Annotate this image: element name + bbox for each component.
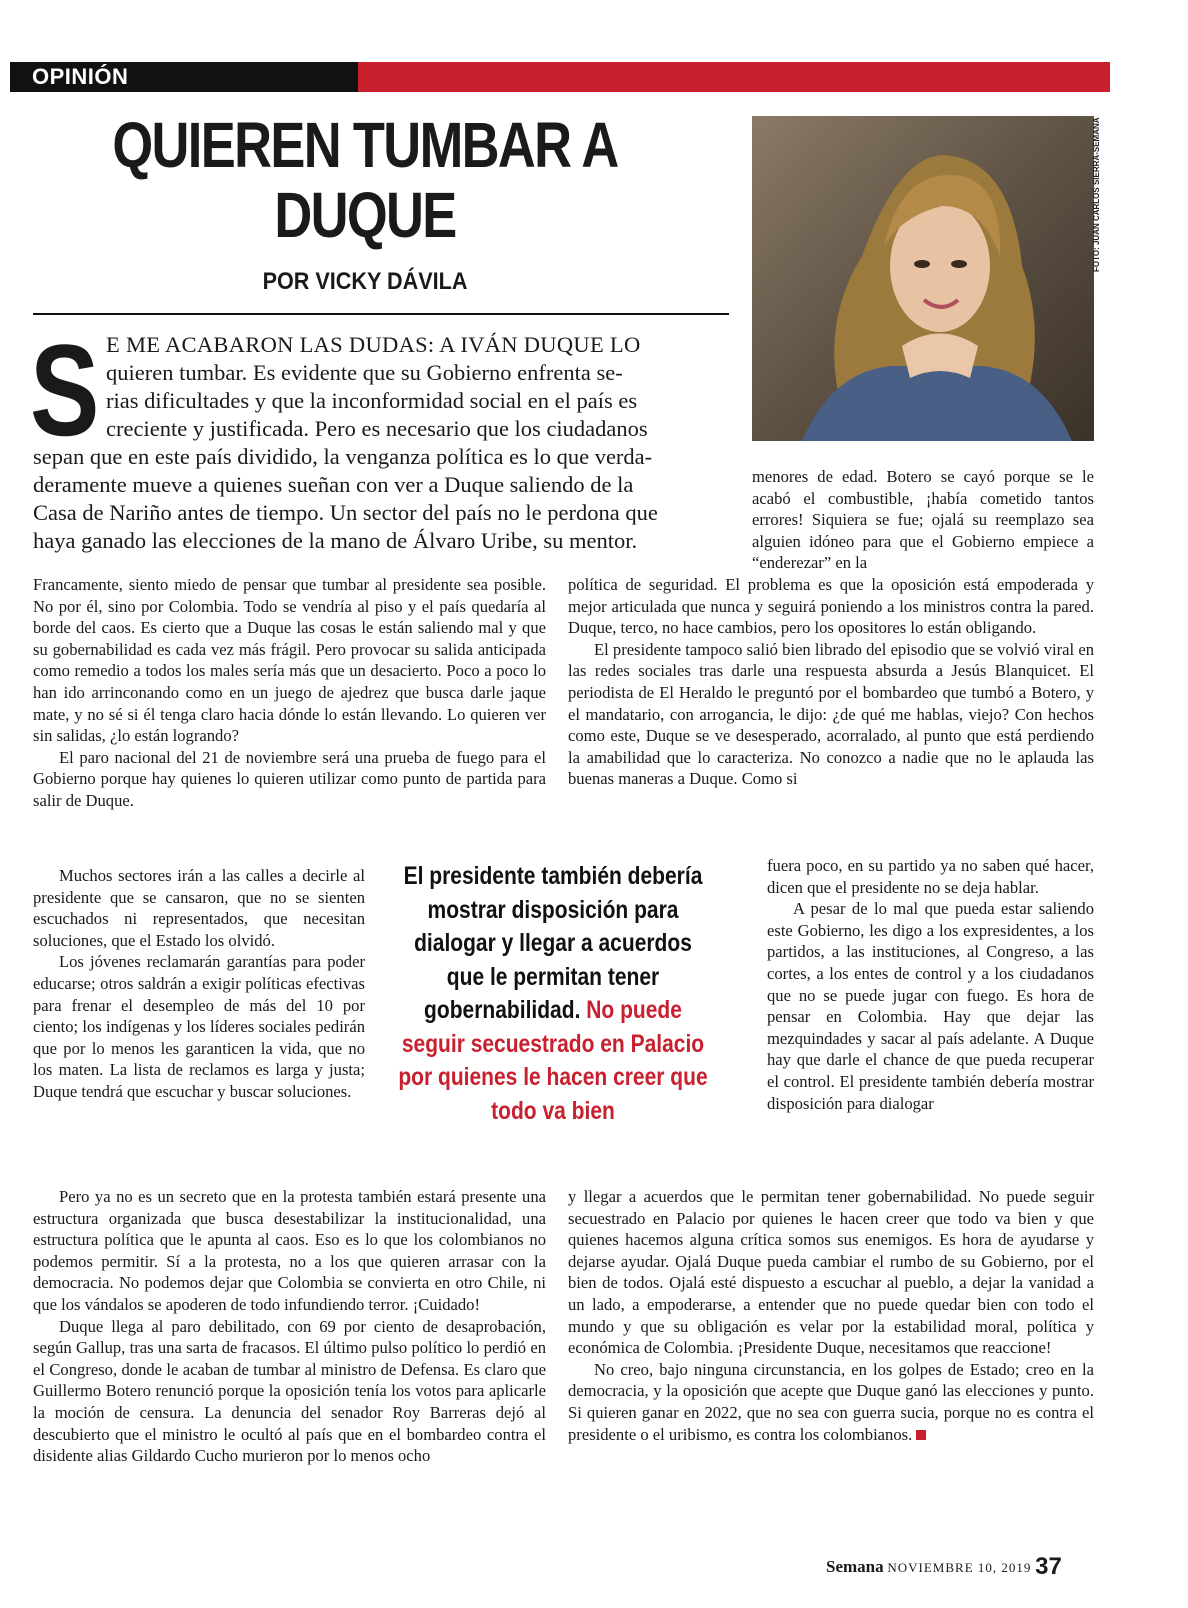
author-photo	[752, 116, 1094, 441]
paragraph: Duque llega al paro debilitado, con 69 por ciento de desaprobación, según Gallup, tras una sarta de fracasos. El último pulso político lo perdió en el Congreso, donde le acaban de tumbar al ministro de Defensa. Es claro que Guillermo Botero renunció porque la oposición tenía los votos para aplicarle la moción de censura. La denuncia del senador Roy Barreras dejó al descubierto que el ministro le ocultó al país que en el bombardeo contra el disidente alias Gildardo Cucho murieron por lo menos ocho	[33, 1316, 546, 1466]
paragraph: y llegar a acuerdos que le permitan tener gobernabilidad. No puede seguir secuestrado en Palacio por quienes le hacen creer que todo va bien y que quienes hacemos alguna crítica somos sus enemigos. Es hora de ayudarse y dejarse ayudar. Ojalá Duque pueda cambiar el rumbo de su Gobierno, por el bien de todos. Ojalá esté dispuesto a escuchar al pueblo, a dejar la vanidad a un lado, a empoderarse, a entender que no puede quedar bien con todo el mundo y que su obligación es velar por la estabilidad moral, política y económica de Colombia. ¡Presidente Duque, necesitamos que reaccione!	[568, 1187, 1094, 1358]
paragraph: El paro nacional del 21 de noviembre será una prueba de fuego para el Gobierno porque hay quienes lo quieren utilizar como punto de partida para salir de Duque.	[33, 747, 546, 810]
column-1-bottom	[33, 1186, 546, 1467]
lead-line: haya ganado las elecciones de la mano de Álvaro Uribe, su mentor.	[33, 528, 638, 553]
lead-line: creciente y justificada. Pero es necesario que los ciudadanos	[106, 416, 648, 441]
pull-quote	[398, 860, 709, 1128]
column-2-top-narrow	[752, 466, 1094, 574]
paragraph: política de seguridad. El problema es que la oposición está empoderada y mejor articulada que nunca y seguirá poniendo a los ministros contra la pared. Duque, terco, no hace cambios, pero los opositores lo están obligando.	[568, 575, 1094, 638]
column-2-top-wide	[568, 574, 1094, 790]
section-label: OPINIÓN	[10, 62, 358, 92]
paragraph: menores de edad. Botero se cayó porque se le acabó el combustible, ¡había cometido tantos errores! Siquiera se fue; ojalá su reemplazo sea alguien idóneo para que el Gobierno empiece a “enderezar” en la	[752, 467, 1094, 573]
paragraph: fuera poco, en su partido ya no saben qué hacer, dicen que el presidente no se deja hablar.	[767, 856, 1094, 897]
pull-quote-black: El presidente también debería mostrar disposición para dialogar y llegar a acuerdos que le permitan tener gobernabilidad.	[403, 862, 703, 1024]
column-1-narrow	[33, 865, 365, 1103]
drop-cap: S	[30, 317, 100, 463]
lead-line: E ME ACABARON LAS DUDAS: A IVÁN DUQUE LO	[106, 332, 641, 357]
page-footer	[826, 1553, 1116, 1581]
paragraph: Los jóvenes reclamarán garantías para poder educarse; otros saldrán a exigir políticas efectivas para frenar el desempleo de más del 10 por ciento; los indígenas y los líderes sociales pedirán que por lo menos les garanticen la vida, que no los maten. La lista de reclamos es larga y justa; Duque tendrá que escuchar y buscar soluciones.	[33, 952, 365, 1101]
article-headline: QUIEREN TUMBAR A DUQUE	[112, 109, 618, 251]
column-2-narrow	[767, 855, 1094, 1114]
page-number: 37	[1035, 1553, 1062, 1580]
paragraph: A pesar de lo mal que pueda estar saliendo este Gobierno, les digo a los expresidentes, a los partidos, a las instituciones, al Congreso, a las cortes, a los entes de control y a los ciudadanos que no se puede jugar con fuego. Es hora de pensar en Colombia. Hay que dejar las mezquindades y sacar al país adelante. A Duque hay que darle el chance de que pueda recuperar el control. El presidente también debería mostrar disposición para dialogar	[767, 899, 1094, 1113]
closing-text: No creo, bajo ninguna circunstancia, en los golpes de Estado; creo en la democracia, y la oposición que acepte que Duque ganó las elecciones y punto. Si quieren ganar en 2022, que no sea con guerra sucia, porque no es contra el presidente o el uribismo, es contra los colombianos.	[568, 1359, 1094, 1444]
lead-line: quieren tumbar. Es evidente que su Gobierno enfrenta se-	[106, 360, 623, 385]
lead-line: Casa de Nariño antes de tiempo. Un sector del país no le perdona que	[33, 500, 658, 525]
lead-line: sepan que en este país dividido, la venganza política es lo que verda-	[33, 444, 653, 469]
pull-quote-red: No puede seguir secuestrado en Palacio por quienes le hacen creer que todo va bien	[398, 996, 708, 1125]
paragraph: Muchos sectores irán a las calles a decirle al presidente que se cansaron, que no se sienten escuchados ni representados, que necesitan soluciones, que el Estado los olvidó.	[33, 866, 365, 950]
paragraph: El presidente tampoco salió bien librado del episodio que se volvió viral en las redes sociales tras darle una respuesta absurda a Jesús Blanquicet. El periodista de El Heraldo le preguntó por el bombardeo que tumbó a Botero, y el mandatario, con arrogancia, le dijo: ¿de qué me hablas, viejo? Con hechos como este, Duque se ve desesperado, acorralado, al punto que está perdiendo la amabilidad que lo caracteriza. No conozco a nadie que no le aplauda las buenas maneras a Duque. Como si	[568, 639, 1094, 789]
column-2-bottom	[568, 1186, 1094, 1445]
byline: POR VICKY DÁVILA	[262, 268, 468, 295]
paragraph: Francamente, siento miedo de pensar que tumbar al presidente sea posible. No por él, sino por Colombia. Todo se vendría al piso y el país quedaría al borde del caos. Es cierto que a Duque las cosas le están saliendo mal y que su gobernabilidad es cada vez más frágil. Pero provocar su salida anticipada como remedio a todos los males sería más que un desacierto. Poco a poco lo han ido arrinconando como en un juego de ajedrez que busca darle jaque mate, y no sé si él tenga claro hacia dónde lo están llevando. Lo quieren ver sin salidas, ¿lo están logrando?	[33, 575, 546, 746]
end-mark-icon	[916, 1430, 926, 1440]
paragraph	[568, 1359, 1094, 1445]
headline-rule	[33, 313, 729, 315]
lead-line: deramente mueve a quienes sueñan con ver a Duque saliendo de la	[33, 472, 634, 497]
photo-credit: FOTO: JUAN CARLOS SIERRA-SEMANA	[1092, 117, 1101, 272]
paragraph: Pero ya no es un secreto que en la protesta también estará presente una estructura organizada que busca desestabilizar la institucionalidad, una estructura política que le apunta al caos. Eso es lo que los colombianos no podemos permitir. Sí a la protesta, no a los que quieren arrasar con la democracia. No podemos dejar que Colombia se convierta en otro Chile, ni que los vándalos se apoderen de todo infundiendo terror. ¡Cuidado!	[33, 1187, 546, 1314]
portrait-illustration	[752, 116, 1094, 441]
column-1-top	[33, 574, 546, 812]
lead-line: rias dificultades y que la inconformidad social en el país es	[106, 388, 638, 413]
footer-date: NOVIEMBRE 10, 2019	[887, 1560, 1032, 1575]
footer-brand: Semana	[826, 1557, 884, 1576]
